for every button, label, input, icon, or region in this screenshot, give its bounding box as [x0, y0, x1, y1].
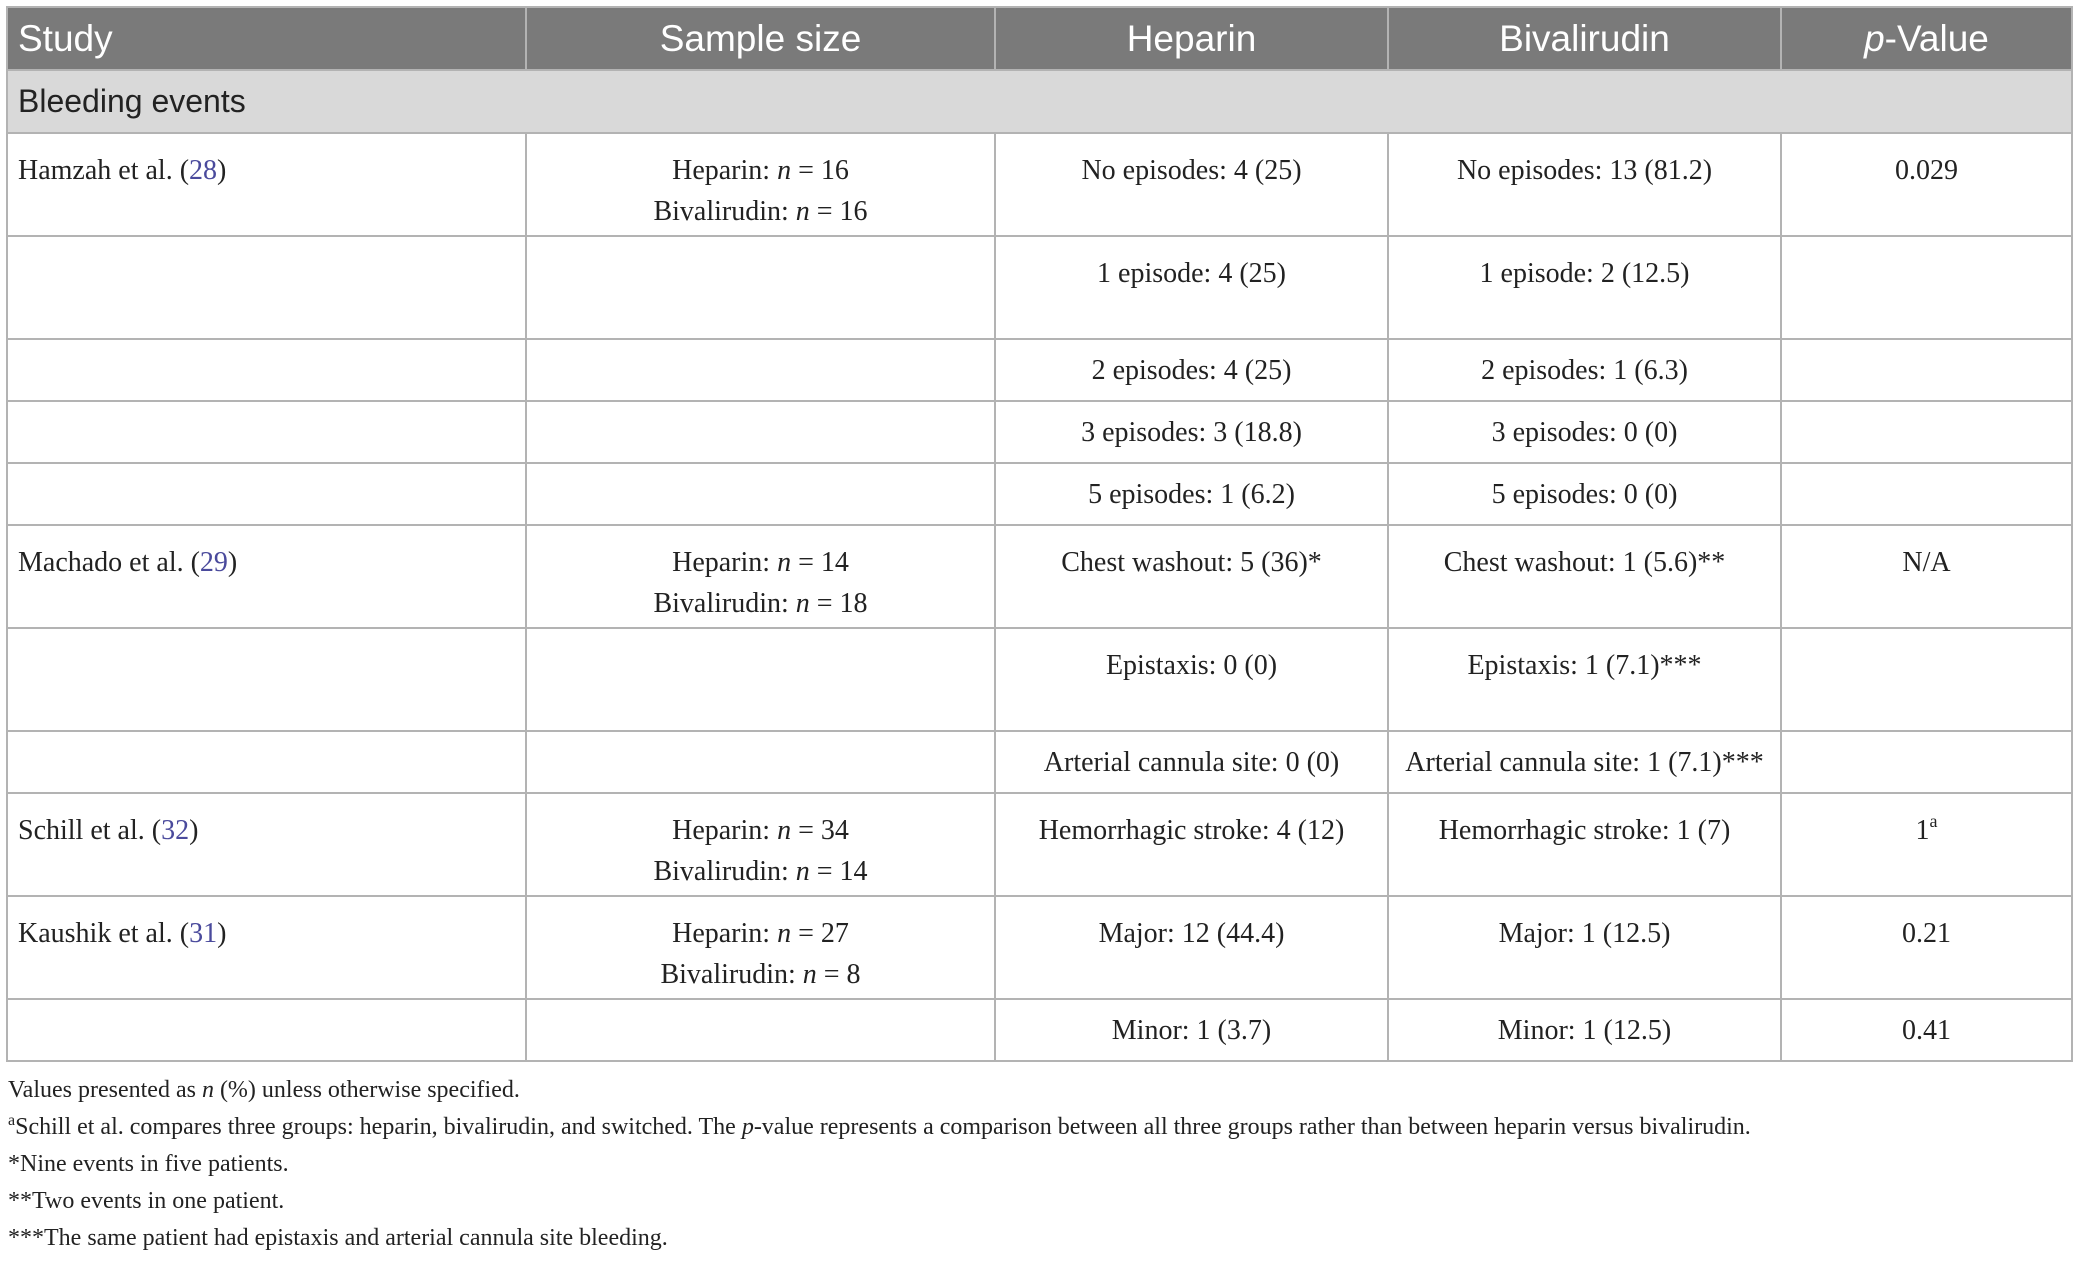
cell-sample-size [526, 236, 995, 339]
sample-n: n [795, 588, 810, 619]
sample-bivalirudin-line [537, 191, 984, 232]
table-row [7, 401, 2072, 463]
footnote-star1: *Nine events in five patients. [8, 1151, 289, 1177]
footnote-values-post: (%) unless otherwise specified. [213, 1077, 520, 1103]
bleeding-events-table [6, 6, 2073, 1062]
sample-heparin-line [537, 810, 984, 851]
table-row [7, 628, 2072, 731]
cell-p-value [1781, 236, 2072, 339]
sample-n: n [777, 547, 792, 578]
cell-study [7, 896, 526, 999]
sample-bivalirudin-value: = 8 [816, 959, 861, 990]
footnote-a-mark: a [8, 1112, 16, 1129]
cell-heparin: 5 episodes: 1 (6.2) [995, 463, 1388, 525]
sample-heparin-value: = 27 [791, 918, 849, 949]
table-row [7, 793, 2072, 896]
sample-n: n [795, 856, 810, 887]
section-title: Bleeding events [7, 70, 2072, 133]
cell-sample-size [526, 339, 995, 401]
study-name: Hamzah et al. ( [18, 155, 190, 186]
sample-heparin-label: Heparin: [672, 815, 778, 846]
table-row [7, 236, 2072, 339]
sample-heparin-value: = 14 [791, 547, 849, 578]
sample-heparin-label: Heparin: [672, 547, 778, 578]
sample-n: n [777, 815, 792, 846]
cell-study [7, 628, 526, 731]
cell-study [7, 793, 526, 896]
sample-heparin-label: Heparin: [672, 155, 778, 186]
footnote-values-n: n [201, 1077, 214, 1103]
table-row [7, 999, 2072, 1061]
cell-study [7, 463, 526, 525]
cell-bivalirudin: Epistaxis: 1 (7.1)*** [1388, 628, 1781, 731]
cell-p-value [1781, 401, 2072, 463]
footnote-a-post: -value represents a comparison between all three groups rather than between heparin versus bivalirudin. [753, 1114, 1751, 1140]
cell-heparin: Minor: 1 (3.7) [995, 999, 1388, 1061]
cell-heparin: Epistaxis: 0 (0) [995, 628, 1388, 731]
cell-p-value [1781, 133, 2072, 236]
sample-heparin-line [537, 542, 984, 583]
cell-heparin: No episodes: 4 (25) [995, 133, 1388, 236]
study-reference-link[interactable]: 29 [199, 547, 228, 578]
cell-study [7, 731, 526, 793]
cell-study [7, 133, 526, 236]
sample-n: n [777, 918, 792, 949]
study-reference-link[interactable]: 31 [189, 918, 218, 949]
cell-bivalirudin: Hemorrhagic stroke: 1 (7) [1388, 793, 1781, 896]
cell-heparin: 2 episodes: 4 (25) [995, 339, 1388, 401]
header-p-rest: -Value [1884, 17, 1989, 59]
p-value: 1 [1915, 815, 1930, 846]
cell-p-value [1781, 463, 2072, 525]
cell-bivalirudin: 3 episodes: 0 (0) [1388, 401, 1781, 463]
study-name: Schill et al. ( [18, 815, 162, 846]
sample-bivalirudin-label: Bivalirudin: [653, 588, 796, 619]
cell-sample-size [526, 401, 995, 463]
cell-p-value [1781, 896, 2072, 999]
sample-n: n [802, 959, 817, 990]
cell-p-value [1781, 793, 2072, 896]
footnote-a-pre: Schill et al. compares three groups: heparin, bivalirudin, and switched. The [15, 1114, 742, 1140]
study-paren-close: ) [227, 547, 238, 578]
cell-sample-size [526, 999, 995, 1061]
footnote-values [8, 1072, 2071, 1109]
p-value: 0.21 [1902, 918, 1951, 949]
header-p-italic: p [1864, 17, 1885, 59]
cell-bivalirudin: No episodes: 13 (81.2) [1388, 133, 1781, 236]
cell-sample-size [526, 525, 995, 628]
cell-study [7, 401, 526, 463]
study-paren-close: ) [217, 918, 227, 949]
header-heparin: Heparin [995, 7, 1388, 70]
cell-bivalirudin: 1 episode: 2 (12.5) [1388, 236, 1781, 339]
cell-study [7, 999, 526, 1061]
sample-bivalirudin-label: Bivalirudin: [653, 196, 796, 227]
p-value: 0.41 [1902, 1015, 1951, 1046]
sample-bivalirudin-value: = 14 [809, 856, 868, 887]
sample-bivalirudin-value: = 16 [809, 196, 868, 227]
header-sample-size: Sample size [526, 7, 995, 70]
table-row [7, 133, 2072, 236]
cell-p-value [1781, 628, 2072, 731]
cell-sample-size [526, 793, 995, 896]
cell-bivalirudin: 5 episodes: 0 (0) [1388, 463, 1781, 525]
cell-bivalirudin: 2 episodes: 1 (6.3) [1388, 339, 1781, 401]
footnote-star2: **Two events in one patient. [8, 1188, 285, 1214]
cell-p-value [1781, 339, 2072, 401]
cell-heparin: Major: 12 (44.4) [995, 896, 1388, 999]
footnote-a [8, 1109, 2071, 1146]
table-container [6, 6, 2071, 1257]
sample-bivalirudin-label: Bivalirudin: [653, 856, 796, 887]
sample-heparin-value: = 34 [791, 815, 849, 846]
cell-heparin: Chest washout: 5 (36)* [995, 525, 1388, 628]
cell-heparin: Arterial cannula site: 0 (0) [995, 731, 1388, 793]
sample-heparin-line [537, 150, 984, 191]
header-p-value [1781, 7, 2072, 70]
table-row [7, 339, 2072, 401]
sample-n: n [795, 196, 810, 227]
cell-heparin: 3 episodes: 3 (18.8) [995, 401, 1388, 463]
sample-bivalirudin-label: Bivalirudin: [660, 959, 803, 990]
cell-sample-size [526, 463, 995, 525]
sample-heparin-value: = 16 [791, 155, 849, 186]
sample-bivalirudin-line [537, 851, 984, 892]
study-reference-link[interactable]: 32 [161, 815, 190, 846]
footnote-values-pre: Values presented as [8, 1077, 202, 1103]
study-paren-close: ) [217, 155, 227, 186]
header-study: Study [7, 7, 526, 70]
p-value-superscript: a [1929, 811, 1938, 831]
table-row [7, 731, 2072, 793]
sample-bivalirudin-line [537, 954, 984, 995]
sample-bivalirudin-line [537, 583, 984, 624]
cell-sample-size [526, 731, 995, 793]
sample-heparin-label: Heparin: [672, 918, 778, 949]
footnotes [6, 1072, 2071, 1257]
sample-bivalirudin-value: = 18 [809, 588, 868, 619]
footnote-a-p: p [741, 1114, 754, 1140]
cell-study [7, 339, 526, 401]
study-name: Machado et al. ( [18, 547, 200, 578]
header-row [7, 7, 2072, 70]
cell-heparin: 1 episode: 4 (25) [995, 236, 1388, 339]
cell-bivalirudin: Arterial cannula site: 1 (7.1)*** [1388, 731, 1781, 793]
sample-heparin-line [537, 913, 984, 954]
cell-study [7, 525, 526, 628]
p-value: N/A [1902, 547, 1951, 578]
cell-sample-size [526, 896, 995, 999]
cell-study [7, 236, 526, 339]
cell-p-value [1781, 731, 2072, 793]
study-name: Kaushik et al. ( [18, 918, 190, 949]
cell-p-value [1781, 525, 2072, 628]
sample-n: n [777, 155, 792, 186]
table-row [7, 525, 2072, 628]
cell-bivalirudin: Major: 1 (12.5) [1388, 896, 1781, 999]
footnote-star3: ***The same patient had epistaxis and arterial cannula site bleeding. [8, 1225, 668, 1251]
study-reference-link[interactable]: 28 [189, 155, 218, 186]
table-row [7, 463, 2072, 525]
study-paren-close: ) [189, 815, 199, 846]
cell-sample-size [526, 628, 995, 731]
section-row [7, 70, 2072, 133]
cell-p-value [1781, 999, 2072, 1061]
p-value: 0.029 [1895, 155, 1958, 186]
cell-bivalirudin: Chest washout: 1 (5.6)** [1388, 525, 1781, 628]
cell-bivalirudin: Minor: 1 (12.5) [1388, 999, 1781, 1061]
cell-heparin: Hemorrhagic stroke: 4 (12) [995, 793, 1388, 896]
header-bivalirudin: Bivalirudin [1388, 7, 1781, 70]
cell-sample-size [526, 133, 995, 236]
table-row [7, 896, 2072, 999]
